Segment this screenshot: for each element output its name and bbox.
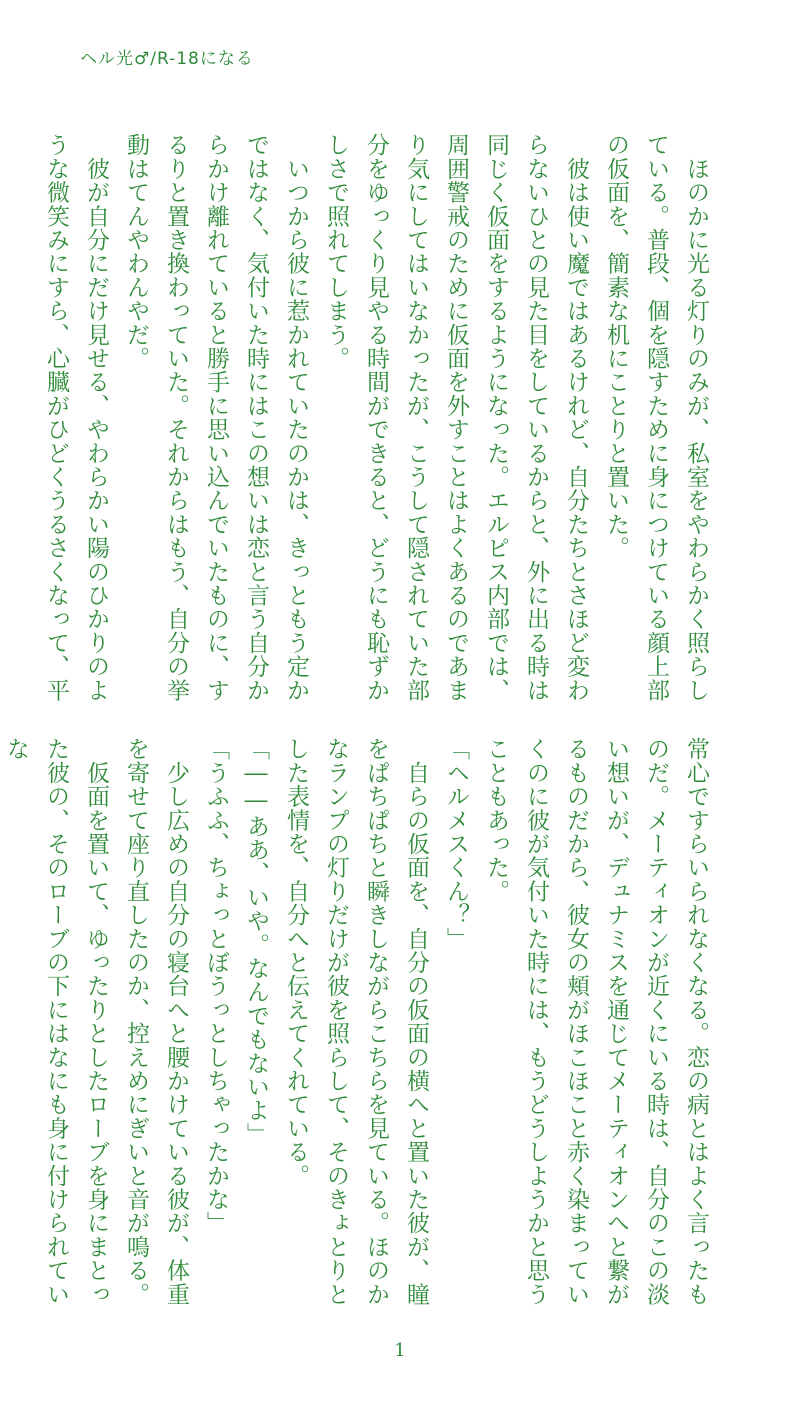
text-block-upper: [43, 133, 716, 713]
page-number: 1: [394, 1340, 406, 1361]
paragraph: 「ヘルメスくん？」: [443, 737, 469, 951]
paragraph: 少し広めの自分の寝台へと腰かけている彼が、体重を寄せて座り直したのか、控えめにぎいと音が鳴る。: [123, 737, 189, 1306]
paragraph: ほのかに光る灯りのみが、私室をやわらかく照らしている。普段、個を隠すために身につけている顔上部の仮面を、簡素な机にことりと置いた。: [603, 133, 709, 702]
paragraph: いつから彼に惹かれていたのかは、きっともう定かではなく、気付いた時にはこの想いは恋と言う自分からかけ離れていると勝手に思い込んでいたものに、するりと置き換わっていた。それからはもう、自分の挙動はてんやわんやだ。: [123, 133, 309, 702]
paragraph: 常心ですらいられなくなる。恋の病とはよく言ったものだ。メーティオンが近くにいる時は、自分のこの淡い想いが、デュナミスを通じてメーティオンへと繋がるものだから、彼女の頬がほこほこと赤く染まっていくのに彼が気付いた時には、もうどうしようかと思うこともあった。: [483, 737, 709, 1306]
page-header-title: ヘル光♂/R-18になる: [80, 49, 254, 69]
paragraph: 仮面を置いて、ゆったりとしたローブを身にまとった彼の、そのローブの下にはなにも身に付けられていな: [3, 737, 109, 1306]
paragraph: 「――ああ、いや。なんでもないよ」: [243, 737, 269, 1146]
paragraph: 自らの仮面を、自分の仮面の横へと置いた彼が、瞳をぱちぱちと瞬きしながらこちらを見ている。ほのかなランプの灯りだけが彼を照らして、そのきょとりとした表情を、自分へと伝えてくれている。: [283, 737, 429, 1306]
paragraph: 「うふふ、ちょっとぼうっとしちゃったかな」: [203, 737, 229, 1235]
paragraph: 彼が自分にだけ見せる、やわらかい陽のひかりのような微笑みにすら、心臓がひどくうるさくなって、平: [43, 133, 109, 702]
paragraph: 彼は使い魔ではあるけれど、自分たちとさほど変わらないひとの見た目をしているからと、外に出る時は同じく仮面をするようになった。エルピス内部では、周囲警戒のために仮面を外すことはよくあるのであまり気にしてはいなかったが、こうして隠されていた部分をゆっくり見やる時間ができると、どうにも恥ずかしさで照れてしまう。: [323, 133, 589, 702]
text-block-lower: [3, 737, 716, 1317]
